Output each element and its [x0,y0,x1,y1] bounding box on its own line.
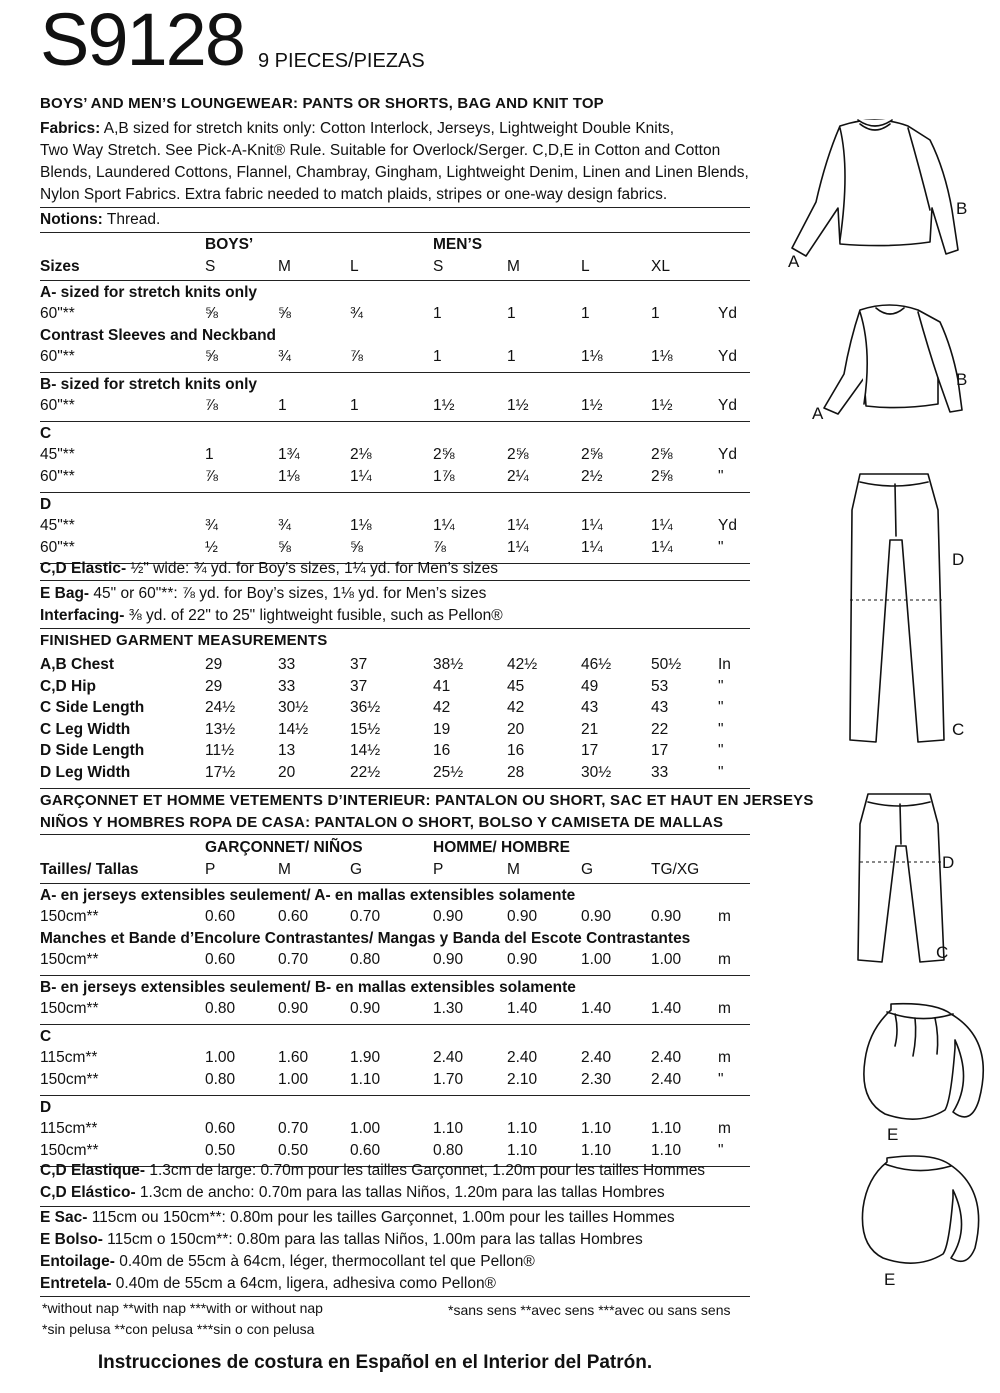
metric-note [40,1184,665,1202]
section-title: Manches et Bande d’Encolure Contrastantes/ Mangas y Banda del Escote Contrastantes [40,930,691,947]
yardage-value: 1⅛ [350,517,372,534]
interfacing-note-label: Interfacing- [40,607,125,624]
unit-label: m [718,908,731,925]
bag-note-label: E Bag- [40,585,90,602]
yardage-value: 1.10 [507,1120,538,1137]
yardage-value: 0.60 [205,1120,236,1137]
measurement-value: 45 [507,677,525,695]
yardage-value: 2.40 [651,1071,682,1088]
yardage-value: 1.10 [350,1071,381,1088]
measurement-value: 46½ [581,656,612,673]
unit-label: Yd [718,517,737,534]
fabric-width: 150cm** [40,951,99,968]
sizes-label: Tailles/ Tallas [40,861,139,878]
unit-label: " [718,742,724,760]
fabric-width: 60"** [40,397,75,414]
yardage-value: 1.30 [433,1000,464,1017]
divider [40,421,750,422]
unit-label: Yd [718,305,737,322]
yardage-value: 1¼ [350,468,372,485]
yardage-value: 1¼ [507,539,529,556]
divider [40,492,750,493]
yardage-value: 1¼ [581,517,603,534]
yardage-value: ⅝ [278,305,291,322]
yardage-value: 1.10 [433,1120,464,1137]
measurement-value: 17 [581,742,599,760]
yardage-value: 2.40 [507,1049,538,1066]
unit-label: " [718,1071,724,1088]
divider [40,580,750,581]
size-header: M [278,861,291,878]
measurement-value: 16 [507,742,525,760]
size-header: TG/XG [651,861,700,878]
elastic-note [40,560,498,578]
yardage-value: 0.90 [278,1000,309,1017]
section-title: D [40,496,52,513]
metric-note [40,1275,496,1293]
notions-label: Notions: [40,211,103,228]
yardage-value: 1.90 [350,1049,381,1066]
yardage-value: 1.60 [278,1049,309,1066]
measurement-value: 15½ [350,720,381,738]
measurement-value: 16 [433,742,451,760]
yardage-value: 1.70 [433,1071,464,1088]
raglan-top-illustration [800,300,970,420]
bag-note-text: 45" or 60"**: ⅞ yd. for Boy’s sizes, 1⅛ yd. for Men’s sizes [89,585,487,602]
yardage-value: ⅞ [433,539,446,556]
unit-label: m [718,1120,731,1137]
measurement-value: 29 [205,677,223,695]
size-header: P [205,861,216,878]
yardage-value: 1⅛ [278,468,300,485]
figure-label-b: B [956,199,968,218]
fabric-width: 150cm** [40,1071,99,1088]
short-pants-illustration [850,790,950,970]
section-title: C [40,425,52,442]
fabrics-text-1: A,B sized for stretch knits only: Cotton Interlock, Jerseys, Lightweight Double Knits, [103,120,675,137]
size-header: M [507,258,520,275]
divider [40,1206,750,1207]
fabrics-line-2: Two Way Stretch. See Pick-A-Knit® Rule. Suitable for Overlock/Serger. C,D,E in Cotton and Cotton [40,142,721,159]
group-boys-header: GARÇONNET/ NIÑOS [205,839,363,856]
divider [40,1095,750,1096]
long-pants-illustration [840,470,950,760]
section-title: A- sized for stretch knits only [40,284,258,301]
measurement-value: 11½ [205,742,235,760]
footnote-french: *sans sens **avec sens ***avec ou sans sens [448,1302,731,1318]
divider [40,280,750,281]
metric-note-label: E Sac- [40,1209,88,1226]
sizes-label: Sizes [40,258,80,275]
fabrics-label: Fabrics: [40,120,101,137]
metric-note-text: 115cm o 150cm**: 0.80m para las tallas Niños, 1.00m para las tallas Hombres [102,1231,643,1248]
measurement-value: 17 [651,742,669,760]
yardage-value: ⅞ [205,468,218,485]
yardage-value: ⅞ [205,397,218,414]
yardage-value: 1.40 [651,1000,682,1017]
fabrics-line-3: Blends, Laundered Cottons, Flannel, Chambray, Gingham, Lightweight Denim, Linen and Linen Blends, [40,164,749,181]
yardage-value: 2.40 [581,1049,612,1066]
yardage-value: 1.10 [651,1120,682,1137]
yardage-value: 1.00 [205,1049,236,1066]
figure-label-c-short: C [936,943,949,962]
metric-note [40,1209,675,1227]
measurement-label: D Leg Width [40,764,131,781]
yardage-value: 1.00 [651,951,682,968]
yardage-value: 1½ [433,397,455,414]
yardage-value: 1 [350,397,359,414]
measurement-value: 41 [433,677,451,695]
size-header: M [278,258,291,275]
group-men-header: MEN’S [433,236,483,253]
fabric-width: 45"** [40,517,75,534]
yardage-value: 1¼ [651,539,673,556]
measurement-value: 36½ [350,699,381,717]
measurement-value: 53 [651,677,669,695]
metric-note [40,1162,705,1180]
yardage-value: ½ [205,539,218,556]
metric-note-label: C,D Elástico- [40,1184,136,1201]
yardage-value: ⅝ [205,305,218,322]
yardage-value: 0.80 [205,1071,236,1088]
size-header: S [205,258,216,275]
measurement-value: 17½ [205,764,236,781]
measurement-value: 20 [278,764,296,781]
fabric-width: 150cm** [40,1142,99,1159]
yardage-value: 1.40 [581,1000,612,1017]
metric-note-label: C,D Elastique- [40,1162,146,1179]
fabrics-line-4: Nylon Sport Fabrics. Extra fabric needed to match plaids, stripes or one-way design fabrics. [40,186,668,203]
yardage-value: 1½ [581,397,603,414]
bag-note [40,585,486,603]
yardage-value: ⅝ [350,539,363,556]
yardage-value: 1.10 [581,1142,612,1159]
metric-note-text: 0.40m de 55cm a 64cm, ligera, adhesiva como Pellon® [111,1275,496,1292]
figure-label-d: D [952,550,965,569]
yardage-value: 1¼ [651,517,673,534]
yardage-value: 1 [507,305,516,322]
divider [40,834,750,835]
measurement-value: 30½ [581,764,612,781]
unit-label: " [718,764,724,781]
measurement-value: 30½ [278,699,309,717]
measurement-value: 43 [581,699,599,717]
yardage-value: 2.40 [651,1049,682,1066]
measurement-value: 33 [278,677,296,695]
unit-label: Yd [718,446,737,463]
yardage-value: 2⅝ [433,446,455,463]
yardage-value: 1½ [651,397,673,414]
unit-label: " [718,720,724,738]
yardage-value: ⅝ [205,348,218,365]
measurement-value: 22 [651,720,669,738]
fabric-width: 115cm** [40,1049,98,1066]
measurement-label: D Side Length [40,742,145,760]
fabric-width: 60"** [40,348,75,365]
yardage-value: ⅞ [350,348,363,365]
yardage-value: 2⅝ [507,446,529,463]
title-english: BOYS’ AND MEN’S LOUNGEWEAR: PANTS OR SHORTS, BAG AND KNIT TOP [40,95,604,112]
size-header: L [581,258,590,275]
figure-label-e: E [887,1125,899,1144]
unit-label: m [718,1000,731,1017]
measurement-value: 37 [350,656,368,673]
measurement-value: 49 [581,677,599,695]
yardage-value: ¾ [278,517,291,534]
fabric-width: 60"** [40,305,75,322]
yardage-value: 0.90 [507,908,538,925]
yardage-value: 0.60 [205,908,236,925]
elastic-note-text: ½" wide: ¾ yd. for Boy’s sizes, 1¼ yd. for Men’s sizes [126,560,499,577]
yardage-value: 0.50 [278,1142,309,1159]
figure-label-b-short: B [956,370,968,389]
metric-note-text: 115cm ou 150cm**: 0.80m pour les tailles Garçonnet, 1.00m pour les tailles Hommes [87,1209,675,1226]
yardage-value: 0.80 [433,1142,464,1159]
yardage-value: 1.10 [651,1142,682,1159]
group-boys-header: BOYS’ [205,236,254,253]
figure-label-c: C [952,720,965,739]
yardage-value: 1⅛ [581,348,603,365]
title-french: GARÇONNET ET HOMME VETEMENTS D’INTERIEUR: PANTALON OU SHORT, SAC ET HAUT EN JERSEYS [40,792,814,809]
yardage-value: 0.60 [278,908,309,925]
fabric-width: 45"** [40,446,75,463]
fabric-width: 150cm** [40,1000,99,1017]
yardage-value: 0.70 [350,908,381,925]
yardage-value: 1 [205,446,214,463]
measurement-value: 19 [433,720,451,738]
yardage-value: 2⅝ [581,446,603,463]
pieces-count: 9 PIECES/PIEZAS [258,50,425,72]
group-men-header: HOMME/ HOMBRE [433,839,570,856]
yardage-value: 0.70 [278,1120,309,1137]
yardage-value: 1.00 [350,1120,381,1137]
yardage-value: 1.00 [581,951,612,968]
yardage-value: 0.60 [350,1142,381,1159]
divider [40,975,750,976]
section-title: B- sized for stretch knits only [40,376,258,393]
measurement-value: 29 [205,656,223,673]
yardage-value: 0.60 [205,951,236,968]
size-header: S [433,258,444,275]
measurement-value: 22½ [350,764,381,781]
divider [40,788,750,789]
figure-label-a-short: A [812,404,824,423]
yardage-value: 1¼ [581,539,603,556]
yardage-value: 1 [433,348,442,365]
measurements-title: FINISHED GARMENT MEASUREMENTS [40,632,328,649]
metric-note-label: Entoilage- [40,1253,115,1270]
yardage-value: 1⅛ [651,348,673,365]
measurement-value: 20 [507,720,525,738]
size-header: P [433,861,444,878]
measurement-value: 28 [507,764,525,781]
yardage-value: 0.80 [350,951,381,968]
measurement-label: C,D Hip [40,677,96,695]
notions-value: Thread. [106,211,161,228]
yardage-value: 1 [651,305,660,322]
unit-label: m [718,951,731,968]
measurement-value: 14½ [350,742,381,760]
yardage-value: 1¼ [433,517,455,534]
yardage-value: 1¼ [507,517,529,534]
figure-label-e-small: E [884,1270,896,1289]
yardage-value: 1.00 [278,1071,309,1088]
unit-label: m [718,1049,731,1066]
metric-note-text: 1.3cm de ancho: 0.70m para las tallas Niños, 1.20m para las tallas Hombres [135,1184,665,1201]
figure-label-a: A [788,252,800,271]
fabrics-line-1 [40,120,674,138]
divider [40,628,750,629]
unit-label: " [718,699,724,717]
measurement-value: 14½ [278,720,309,738]
metric-note [40,1253,535,1271]
unit-label: " [718,677,724,695]
size-header: G [350,861,363,878]
yardage-value: ¾ [350,305,363,322]
yardage-value: 0.50 [205,1142,236,1159]
yardage-value: ⅝ [278,539,291,556]
measurement-value: 50½ [651,656,682,673]
yardage-value: 0.90 [581,908,612,925]
measurement-value: 42 [507,699,525,717]
yardage-value: 1.10 [507,1142,538,1159]
bag-illustration [855,1000,995,1130]
yardage-value: 0.90 [507,951,538,968]
divider [40,1024,750,1025]
bag-illustration-small [855,1150,995,1275]
metric-note-text: 1.3cm de large: 0.70m pour les tailles Garçonnet, 1.20m pour les tailles Hommes [145,1162,706,1179]
divider [40,883,750,884]
yardage-value: 2.30 [581,1071,612,1088]
unit-label: " [718,468,724,485]
yardage-value: 0.90 [651,908,682,925]
yardage-value: 1⅞ [433,468,455,485]
yardage-value: 2¼ [507,468,529,485]
yardage-value: 0.80 [205,1000,236,1017]
yardage-value: 2⅛ [350,446,372,463]
fabric-width: 150cm** [40,908,99,925]
measurement-label: C Leg Width [40,720,131,738]
yardage-value: 0.70 [278,951,309,968]
yardage-value: 1 [278,397,287,414]
yardage-value: 2.40 [433,1049,464,1066]
elastic-note-label: C,D Elastic- [40,560,127,577]
yardage-value: 0.90 [433,908,464,925]
yardage-value: 1½ [507,397,529,414]
measurement-value: 37 [350,677,368,695]
unit-label: Yd [718,348,737,365]
size-header: L [350,258,359,275]
measurement-value: 33 [278,656,296,673]
fabric-width: 60"** [40,539,75,556]
notions-line [40,211,160,229]
yardage-value: 2½ [581,468,603,485]
yardage-value: 1 [507,348,516,365]
unit-label: " [718,539,724,556]
metric-note [40,1231,643,1249]
divider [40,1296,750,1297]
measurement-value: 24½ [205,699,236,717]
measurement-value: 21 [581,720,599,738]
measurement-value: 33 [651,764,669,781]
yardage-value: 2⅝ [651,446,673,463]
section-title: Contrast Sleeves and Neckband [40,327,277,344]
yardage-value: 1 [433,305,442,322]
measurement-value: 13½ [205,720,236,738]
footnote-english: *without nap **with nap ***with or without nap [42,1300,323,1316]
unit-label: Yd [718,397,737,414]
divider [40,207,750,208]
measurement-value: 43 [651,699,669,717]
section-title: D [40,1099,52,1116]
fabric-width: 115cm** [40,1120,98,1137]
metric-note-label: E Bolso- [40,1231,103,1248]
interfacing-note [40,607,503,625]
yardage-value: 2⅝ [651,468,673,485]
yardage-value: 1 [581,305,590,322]
interfacing-note-text: ⅜ yd. of 22" to 25" lightweight fusible, such as Pellon® [124,607,503,624]
divider [40,232,750,233]
yardage-value: ¾ [205,517,218,534]
size-header: XL [651,258,670,275]
fabric-width: 60"** [40,468,75,485]
section-title: A- en jerseys extensibles seulement/ A- en mallas extensibles solamente [40,887,576,904]
measurement-value: 13 [278,742,296,760]
spanish-instructions-note: Instrucciones de costura en Español en el Interior del Patrón. [97,1352,653,1373]
section-title: C [40,1028,52,1045]
measurement-label: A,B Chest [40,656,115,673]
title-spanish: NIÑOS Y HOMBRES ROPA DE CASA: PANTALON O SHORT, BOLSO Y CAMISETA DE MALLAS [40,814,724,831]
figure-label-d-short: D [942,853,955,872]
yardage-value: 1.10 [581,1120,612,1137]
yardage-value: 1.40 [507,1000,538,1017]
measurement-value: 38½ [433,656,464,673]
yardage-value: 1¾ [278,446,300,463]
measurement-value: 42½ [507,656,538,673]
footnote-spanish: *sin pelusa **con pelusa ***sin o con pelusa [42,1321,315,1337]
yardage-value: 2.10 [507,1071,538,1088]
measurement-value: 42 [433,699,451,717]
section-title: B- en jerseys extensibles seulement/ B- en mallas extensibles solamente [40,979,576,996]
metric-note-label: Entretela- [40,1275,112,1292]
yardage-value: ¾ [278,348,291,365]
yardage-value: 0.90 [433,951,464,968]
pattern-number: S9128 [40,0,244,81]
unit-label: " [718,1142,724,1159]
size-header: G [581,861,594,878]
measurement-value: 25½ [433,764,464,781]
size-header: M [507,861,520,878]
divider [40,372,750,373]
long-sleeve-top-illustration [780,110,970,260]
measurement-label: C Side Length [40,699,145,717]
yardage-value: 0.90 [350,1000,381,1017]
unit-label: In [718,656,731,673]
metric-note-text: 0.40m de 55cm à 64cm, léger, thermocollant tel que Pellon® [114,1253,535,1270]
